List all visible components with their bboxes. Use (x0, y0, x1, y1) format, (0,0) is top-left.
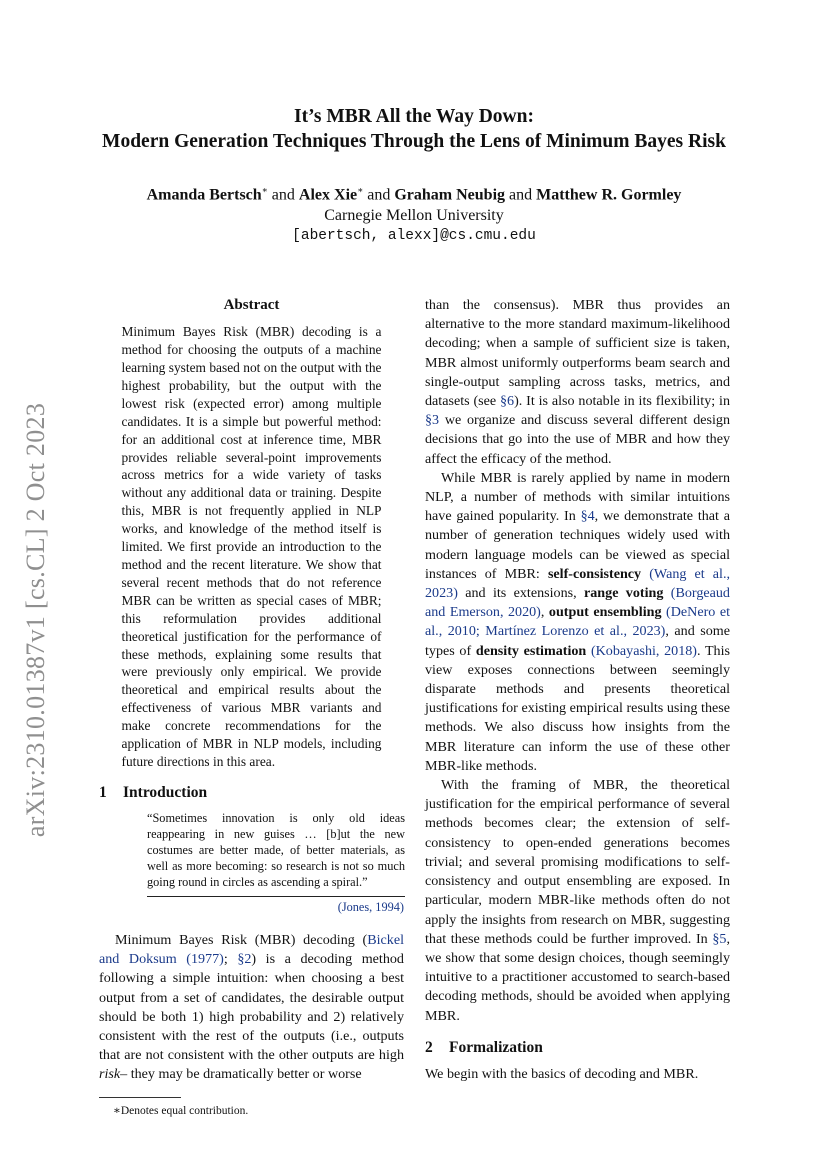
section-title: Introduction (123, 783, 208, 801)
equal-contribution-mark: ∗ (261, 185, 268, 195)
author-name: Graham Neubig (394, 186, 506, 204)
title-line-1: It’s MBR All the Way Down: (294, 106, 534, 127)
footnote-divider (99, 1097, 181, 1098)
citation-link[interactable]: Bickel and Doksum (1977) (99, 932, 404, 968)
citation-link[interactable]: (DeNero et al., 2010; Martínez Lorenzo et al., 2023) (425, 604, 730, 640)
section-ref-link[interactable]: §3 (425, 412, 440, 429)
section-ref-link[interactable]: §6 (500, 393, 515, 410)
abstract-text: Minimum Bayes Risk (MBR) decoding is a method for choosing the outputs of a machine learning system based not on the output with the highest probability, but the output with the lowest risk (expected error) among multiple candidates. It is a simple but powerful method: for an additional cost at inference time, MBR provides reliable several-point improvements across metrics for a wide variety of tasks without any additional data or training. Despite this, MBR is not frequently applied in NLP works, and knowledge of the method itself is limited. We first provide an introduction to the method and the recent literature. We show that several recent methods that do not reference MBR can be written as special cases of MBR; this reformulation provides additional theoretical justification for the performance of these methods, explaining some results that were previously only empirical. We provide theoretical and empirical results about the effectiveness of various MBR variants and make concrete recommendations for the application of MBR in NLP models, including future directions in this area. (121, 324, 382, 769)
citation-link[interactable]: (Wang et al., 2023) (425, 565, 730, 602)
section-heading-formalization (425, 1038, 730, 1057)
epigraph-citation[interactable]: (Jones, 1994) (337, 900, 404, 915)
author-list (0, 180, 828, 205)
section-number: 2 (425, 1038, 433, 1056)
author-name: Alex Xie (298, 186, 358, 204)
right-column (425, 296, 730, 1084)
author-separator: and (271, 186, 295, 204)
affiliation: Carnegie Mellon University (324, 207, 504, 225)
title-line-2: Modern Generation Techniques Through the Lens of Minimum Bayes Risk (102, 131, 726, 152)
emphasis-risk: risk (99, 1066, 121, 1083)
author-name: Amanda Bertsch (146, 186, 262, 204)
epigraph-divider (147, 896, 405, 897)
author-email[interactable]: [abertsch, alexx]@cs.cmu.edu (292, 228, 536, 245)
left-column (99, 296, 404, 1119)
paper-header (0, 104, 828, 247)
section-ref-link[interactable]: §5 (712, 930, 727, 947)
arxiv-identifier-stamp (10, 370, 62, 870)
section-ref-link[interactable]: §4 (580, 508, 595, 525)
author-separator: and (509, 186, 533, 204)
citation-link[interactable]: (Borgeaud and Emerson, 2020) (425, 585, 730, 621)
section-title: Formalization (449, 1038, 543, 1056)
paper-title (0, 104, 828, 154)
epigraph-quote: “Sometimes innovation is only old ideas reappearing in new guises … [b]ut the new costumes are better made, of better materials, as well as more becoming: so research is not so much going round in circles as ascending a spiral.” (147, 811, 405, 890)
intro-continued-paragraph: than the consensus). MBR thus provides an alternative to the more standard maximum-likelihood decoding; when a sample of sufficient size is taken, MBR almost uniformly outperforms beam search and single-output sampling across tasks, metrics, and datasets (see §6). It is also notable in its flexibility; in §3 we organize and discuss several different design decisions that go into the use of MBR and how they affect the efficacy of the method. (425, 297, 730, 467)
author-separator: and (367, 186, 391, 204)
section-number: 1 (99, 783, 107, 801)
footnote: ∗Denotes equal contribution. (113, 1104, 249, 1117)
citation-link[interactable]: (Kobayashi, 2018) (590, 642, 697, 659)
author-name: Matthew R. Gormley (536, 186, 682, 204)
methods-paragraph: While MBR is rarely applied by name in modern NLP, a number of methods with similar intuitions have gained popularity. In §4, we demonstrate that a number of generation techniques widely used with modern language models can be viewed as special instances of MBR: self-consistency (Wang et al., 2023) and its extensions, range voting (Borgeaud and Emerson, 2020), output ensembling (DeNero et al., 2010; Martínez Lorenzo et al., 2023), and some types of density estimation (Kobayashi, 2018). This view exposes connections between seemingly disparate methods and presents theoretical justifications for existing empirical results using these methods. We also discuss how insights from the MBR literature can inform the use of these other MBR-like methods. (425, 469, 731, 774)
framing-paragraph: With the framing of MBR, the theoretical justification for the empirical performance of several methods becomes clear; the extension of self-consistency to open-ended generations becomes trivial; and several promising modifications to self-consistency and output ensembling are exposed. In particular, modern MBR-like methods often do not apply the insights from research on MBR, suggesting that these methods could be further improved. In §5, we show that some design choices, though seemingly intuitive to a practitioner accustomed to search-based decoding methods, should be avoided when applying MBR. (425, 777, 730, 1024)
formalization-paragraph: We begin with the basics of decoding and MBR. (425, 1065, 699, 1082)
section-ref-link[interactable]: §2 (237, 951, 252, 968)
arxiv-stamp-text: arXiv:2310.01387v1 [cs.CL] 2 Oct 2023 (21, 402, 51, 838)
equal-contribution-mark: ∗ (357, 185, 364, 195)
section-heading-introduction (99, 783, 404, 802)
intro-paragraph: Minimum Bayes Risk (MBR) decoding (Bickel and Doksum (1977); §2) is a decoding method following a simple intuition: when choosing a best output from a set of candidates, the desirable output should be both 1) high probability and 2) relatively consistent with the rest of the outputs (i.e., outputs that are not consistent with the other outputs are high risk– they may be dramatically better or worse (99, 932, 404, 1083)
abstract-heading: Abstract (223, 297, 280, 313)
